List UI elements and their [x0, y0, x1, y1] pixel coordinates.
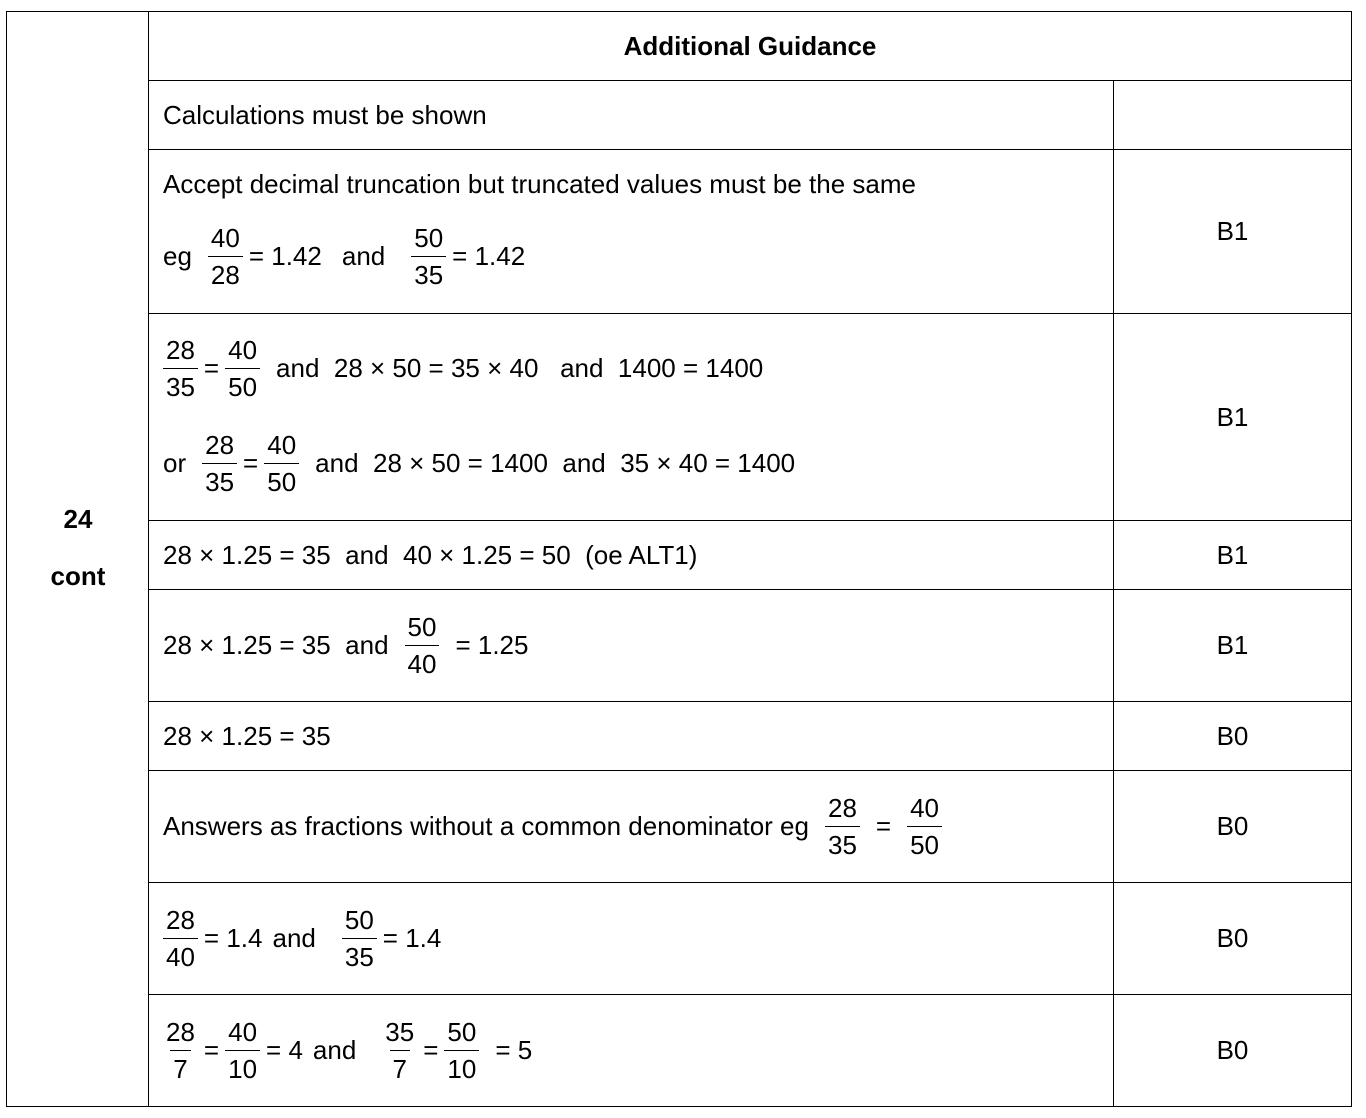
row-expression [163, 423, 795, 503]
guidance-row [149, 590, 1351, 702]
row-expression [163, 328, 763, 408]
fraction: $\frac{40}{10}$ [225, 1019, 260, 1082]
question-number: 24 [63, 504, 93, 534]
mark-cell: B0 [1113, 771, 1351, 882]
guidance-row [149, 995, 1351, 1106]
mark-cell: B0 [1113, 883, 1351, 994]
row-expression [163, 898, 441, 978]
equals-value: = 5 [495, 1034, 533, 1065]
fraction: 28 35 [825, 795, 860, 858]
equals-value: = 1.42 [248, 240, 322, 271]
guidance-row [149, 150, 1351, 314]
row-expression [163, 605, 528, 685]
question-column [7, 12, 149, 1106]
row-text: and 28 × 50 = 1400 and 35 × 40 = 1400 [315, 447, 796, 478]
header-additional-guidance: Additional Guidance [149, 12, 1351, 81]
row-text: and 28 × 50 = 35 × 40 and 1400 = 1400 [276, 352, 764, 383]
guidance-row [149, 521, 1351, 590]
fraction: $\frac{40}{50}$ [225, 337, 260, 400]
fraction: $\frac{50}{35}$ [411, 225, 446, 288]
guidance-row [149, 81, 1351, 150]
mark-cell: B0 [1113, 702, 1351, 770]
row-text: Answers as fractions without a common denominator eg [163, 810, 809, 841]
row-text: Calculations must be shown [163, 99, 487, 130]
mark-cell: B1 [1113, 590, 1351, 701]
fraction: $\frac{28}{35}$ [202, 432, 237, 495]
equals-sign: = [243, 447, 259, 478]
question-continued: cont [50, 561, 106, 591]
equals-value: = 1.4 [203, 922, 263, 953]
equals-value: = 1.4 [382, 922, 442, 953]
mark-scheme-table [6, 11, 1352, 1107]
mark-cell [1113, 81, 1351, 149]
equals-value: = 1.42 [452, 240, 526, 271]
row-expression [163, 786, 948, 866]
and-label: and [341, 240, 386, 271]
guidance-row [149, 314, 1351, 521]
mark-cell: B1 [1113, 521, 1351, 589]
equals-sign: = [423, 1034, 439, 1065]
or-label: or [163, 447, 187, 478]
fraction: $\frac{50}{10}$ [444, 1019, 479, 1082]
equals-value: = 1.25 [455, 629, 529, 660]
row-text: 28 × 1.25 = 35 and [163, 629, 389, 660]
fraction: $\frac{40}{50}$ [264, 432, 299, 495]
row-text: 28 × 1.25 = 35 and 40 × 1.25 = 50 (oe ALT1) [163, 539, 698, 570]
row-text: Accept decimal truncation but truncated values must be the same [163, 168, 916, 199]
mark-cell: B1 [1113, 150, 1351, 313]
mark-cell: B1 [1113, 314, 1351, 520]
mark-cell: B0 [1113, 995, 1351, 1106]
equals-sign: = [875, 810, 892, 841]
fraction: $\frac{28}{35}$ [163, 337, 198, 400]
equals-sign: = [203, 1034, 220, 1065]
and-label: and [272, 922, 316, 953]
fraction: 40 50 [907, 795, 942, 858]
row-expression [163, 216, 525, 296]
fraction: $\frac{40}{28}$ [208, 225, 243, 288]
fraction: $\frac{50}{35}$ [342, 907, 377, 970]
fraction: $\frac{35}{7}$ [385, 1016, 415, 1084]
row-text: 28 × 1.25 = 35 [163, 720, 331, 751]
equals-sign: = [203, 352, 220, 383]
guidance-row [149, 771, 1351, 883]
fraction: $\frac{28}{7}$ [166, 1016, 195, 1084]
and-label: and [312, 1034, 357, 1065]
guidance-row [149, 702, 1351, 771]
fraction: $\frac{28}{40}$ [163, 907, 198, 970]
equals-value: = 4 [266, 1034, 303, 1065]
eg-label: eg [163, 240, 192, 271]
row-expression [163, 1010, 532, 1090]
fraction: 50 40 [405, 614, 440, 677]
guidance-row [149, 883, 1351, 995]
